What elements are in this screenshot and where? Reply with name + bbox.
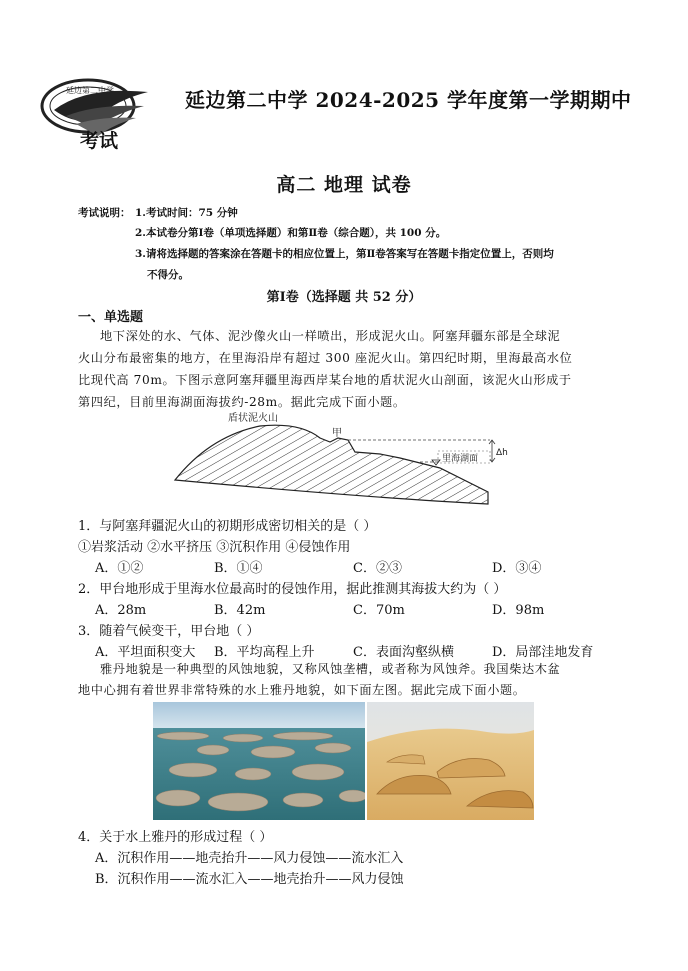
exam-notes-label: 考试说明： [78, 207, 131, 219]
exam-note-1: 1.考试时间：75 分钟 [135, 207, 238, 219]
question-1-items: ①岩浆活动 ②水平挤压 ③沉积作用 ④侵蚀作用 [78, 540, 351, 555]
question-3-option-d[interactable]: D．局部洼地发育 [492, 645, 594, 660]
diagram-label-lake: 里海湖面 [442, 454, 479, 464]
question-2-option-c[interactable]: C．70m [353, 603, 405, 618]
mud-volcano-profile-diagram [170, 408, 520, 518]
exam-note-2: 2.本试卷分第Ⅰ卷（单项选择题）和第Ⅱ卷（综合题），共 100 分。 [135, 227, 447, 239]
question-3-option-b[interactable]: B．平均高程上升 [214, 645, 315, 660]
passage2-line-2: 地中心拥有着世界非常特殊的水上雅丹地貌，如下面左图。据此完成下面小题。 [78, 683, 526, 697]
question-4-option-a[interactable]: A．沉积作用——地壳抬升——风力侵蚀——流水汇入 [95, 851, 404, 866]
question-3-stem: 3．随着气候变干，甲台地（ ） [78, 624, 260, 639]
passage1-line-3: 比现代高 70m。下图示意阿塞拜疆里海西岸某台地的盾状泥火山剖面，该泥火山形成于 [78, 373, 572, 387]
school-title: 延边第二中学 2024-2025 学年度第一学期期中 [185, 88, 632, 112]
question-1-option-d[interactable]: D．③④ [492, 561, 542, 576]
question-1-option-b[interactable]: B．①④ [214, 561, 263, 576]
question-1-option-a[interactable]: A．①② [95, 561, 144, 576]
diagram-label-jia: 甲 [332, 428, 342, 439]
paper-title: 高二 地理 试卷 [276, 174, 412, 196]
question-3-option-a[interactable]: A．平坦面积变大 [95, 645, 196, 660]
passage1-line-2: 火山分布最密集的地方，在里海沿岸有超过 300 座泥火山。第四纪时期，里海最高水位 [78, 351, 573, 365]
question-2-option-b[interactable]: B．42m [214, 603, 266, 618]
question-2-stem: 2．甲台地形成于里海水位最高时的侵蚀作用，据此推测其海拔大约为（ ） [78, 582, 507, 597]
section-subheading: 一、单选题 [78, 310, 144, 325]
question-4-stem: 4．关于水上雅丹的形成过程（ ） [78, 830, 273, 845]
question-2-option-a[interactable]: A．28m [95, 603, 147, 618]
exam-note-3: 3.请将选择题的答案涂在答题卡的相应位置上，第Ⅱ卷答案写在答题卡指定位置上，否则均 [135, 248, 554, 260]
logo-text: 延边第二中学 [66, 86, 114, 95]
section-heading: 第Ⅰ卷（选择题 共 52 分） [266, 290, 422, 305]
question-4-option-b[interactable]: B．沉积作用——流水汇入——地壳抬升——风力侵蚀 [95, 872, 404, 887]
question-3-option-c[interactable]: C．表面沟壑纵横 [353, 645, 454, 660]
water-yardang-photo [153, 702, 365, 820]
passage2-line-1: 雅丹地貌是一种典型的风蚀地貌，又称风蚀垄槽，或者称为风蚀斧。我国柴达木盆 [100, 662, 561, 676]
exam-word: 考试 [80, 130, 119, 152]
passage1-line-4: 第四纪，目前里海湖面海拔约-28m。据此完成下面小题。 [78, 395, 406, 409]
yardang-illustration [367, 702, 534, 820]
question-1-stem: 1．与阿塞拜疆泥火山的初期形成密切相关的是（ ） [78, 519, 377, 534]
question-2-option-d[interactable]: D．98m [492, 603, 545, 618]
exam-note-4: 不得分。 [147, 269, 189, 281]
passage1-line-1: 地下深处的水、气体、泥沙像火山一样喷出，形成泥火山。阿塞拜疆东部是全球泥 [100, 329, 561, 343]
diagram-label-h: Δh [496, 448, 508, 458]
question-1-option-c[interactable]: C．②③ [353, 561, 402, 576]
diagram-label-volcano: 盾状泥火山 [228, 413, 278, 424]
